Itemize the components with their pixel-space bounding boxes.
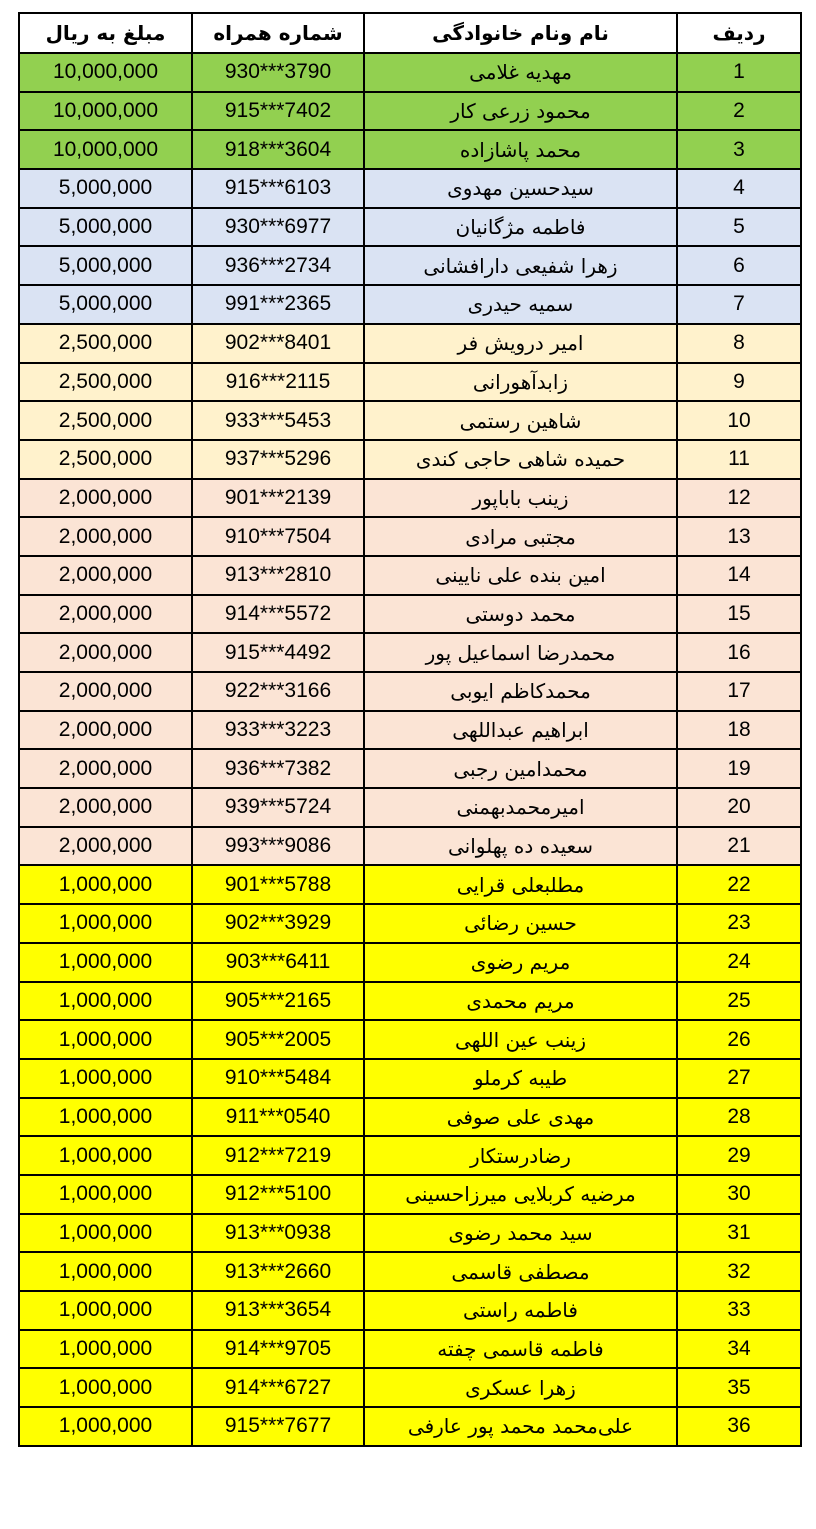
table-row xyxy=(19,749,801,788)
full-name-cell: سیدحسین مهدوی xyxy=(364,169,677,208)
mobile-number-cell: 911***0540 xyxy=(192,1098,364,1137)
row-number-cell: 16 xyxy=(677,633,801,672)
row-number-cell: 25 xyxy=(677,982,801,1021)
amount-cell: 1,000,000 xyxy=(19,1175,192,1214)
mobile-number-cell: 910***5484 xyxy=(192,1059,364,1098)
table-row xyxy=(19,517,801,556)
table-row xyxy=(19,711,801,750)
full-name-cell: محمد دوستی xyxy=(364,595,677,634)
amount-cell: 2,000,000 xyxy=(19,788,192,827)
amount-cell: 2,000,000 xyxy=(19,595,192,634)
table-row xyxy=(19,1136,801,1175)
row-number-cell: 18 xyxy=(677,711,801,750)
mobile-number-cell: 912***5100 xyxy=(192,1175,364,1214)
header-amount-rial: مبلغ به ریال xyxy=(19,13,192,53)
mobile-number-cell: 930***6977 xyxy=(192,208,364,247)
amount-cell: 2,000,000 xyxy=(19,633,192,672)
table-row xyxy=(19,1214,801,1253)
mobile-number-cell: 915***7402 xyxy=(192,92,364,131)
mobile-number-cell: 913***2660 xyxy=(192,1252,364,1291)
amount-cell: 5,000,000 xyxy=(19,246,192,285)
row-number-cell: 31 xyxy=(677,1214,801,1253)
table-body xyxy=(19,53,801,1446)
full-name-cell: فاطمه قاسمی چفته xyxy=(364,1330,677,1369)
amount-cell: 1,000,000 xyxy=(19,865,192,904)
amount-cell: 5,000,000 xyxy=(19,169,192,208)
amount-cell: 5,000,000 xyxy=(19,285,192,324)
table-row xyxy=(19,1175,801,1214)
mobile-number-cell: 933***5453 xyxy=(192,401,364,440)
row-number-cell: 3 xyxy=(677,130,801,169)
full-name-cell: محمدامین رجبی xyxy=(364,749,677,788)
row-number-cell: 35 xyxy=(677,1368,801,1407)
mobile-number-cell: 937***5296 xyxy=(192,440,364,479)
amount-cell: 1,000,000 xyxy=(19,1098,192,1137)
row-number-cell: 9 xyxy=(677,363,801,402)
full-name-cell: سید محمد رضوی xyxy=(364,1214,677,1253)
amount-cell: 2,000,000 xyxy=(19,556,192,595)
row-number-cell: 11 xyxy=(677,440,801,479)
mobile-number-cell: 933***3223 xyxy=(192,711,364,750)
full-name-cell: امیرمحمدبهمنی xyxy=(364,788,677,827)
table-row xyxy=(19,246,801,285)
row-number-cell: 21 xyxy=(677,827,801,866)
amount-cell: 10,000,000 xyxy=(19,92,192,131)
table-row xyxy=(19,1291,801,1330)
table-row xyxy=(19,672,801,711)
full-name-cell: علی‌محمد محمد پور عارفی xyxy=(364,1407,677,1446)
row-number-cell: 24 xyxy=(677,943,801,982)
row-number-cell: 36 xyxy=(677,1407,801,1446)
row-number-cell: 22 xyxy=(677,865,801,904)
mobile-number-cell: 902***8401 xyxy=(192,324,364,363)
mobile-number-cell: 916***2115 xyxy=(192,363,364,402)
table-row xyxy=(19,982,801,1021)
mobile-number-cell: 936***7382 xyxy=(192,749,364,788)
amount-cell: 1,000,000 xyxy=(19,943,192,982)
table-row xyxy=(19,324,801,363)
mobile-number-cell: 901***2139 xyxy=(192,479,364,518)
mobile-number-cell: 914***6727 xyxy=(192,1368,364,1407)
table-row xyxy=(19,1020,801,1059)
full-name-cell: شاهین رستمی xyxy=(364,401,677,440)
table-row xyxy=(19,1368,801,1407)
mobile-number-cell: 905***2005 xyxy=(192,1020,364,1059)
full-name-cell: حمیده شاهی حاجی کندی xyxy=(364,440,677,479)
table-row xyxy=(19,53,801,92)
mobile-number-cell: 915***4492 xyxy=(192,633,364,672)
amount-cell: 2,000,000 xyxy=(19,749,192,788)
full-name-cell: امین بنده علی نایینی xyxy=(364,556,677,595)
table-row xyxy=(19,1407,801,1446)
table-row xyxy=(19,1252,801,1291)
table-row xyxy=(19,595,801,634)
row-number-cell: 23 xyxy=(677,904,801,943)
full-name-cell: محمود زرعی کار xyxy=(364,92,677,131)
amount-cell: 2,000,000 xyxy=(19,479,192,518)
amount-cell: 2,000,000 xyxy=(19,517,192,556)
table-row xyxy=(19,285,801,324)
amount-cell: 1,000,000 xyxy=(19,1291,192,1330)
full-name-cell: مهدیه غلامی xyxy=(364,53,677,92)
row-number-cell: 30 xyxy=(677,1175,801,1214)
mobile-number-cell: 914***5572 xyxy=(192,595,364,634)
amount-cell: 1,000,000 xyxy=(19,1020,192,1059)
row-number-cell: 4 xyxy=(677,169,801,208)
amount-cell: 2,000,000 xyxy=(19,672,192,711)
row-number-cell: 14 xyxy=(677,556,801,595)
mobile-number-cell: 915***7677 xyxy=(192,1407,364,1446)
mobile-number-cell: 991***2365 xyxy=(192,285,364,324)
table-row xyxy=(19,208,801,247)
mobile-number-cell: 910***7504 xyxy=(192,517,364,556)
full-name-cell: مریم محمدی xyxy=(364,982,677,1021)
amount-cell: 1,000,000 xyxy=(19,1407,192,1446)
full-name-cell: فاطمه مژگانیان xyxy=(364,208,677,247)
table-row xyxy=(19,363,801,402)
mobile-number-cell: 902***3929 xyxy=(192,904,364,943)
amount-cell: 2,500,000 xyxy=(19,363,192,402)
mobile-number-cell: 905***2165 xyxy=(192,982,364,1021)
full-name-cell: محمدرضا اسماعیل پور xyxy=(364,633,677,672)
row-number-cell: 27 xyxy=(677,1059,801,1098)
row-number-cell: 12 xyxy=(677,479,801,518)
row-number-cell: 5 xyxy=(677,208,801,247)
amount-cell: 1,000,000 xyxy=(19,1368,192,1407)
full-name-cell: سمیه حیدری xyxy=(364,285,677,324)
full-name-cell: زهرا عسکری xyxy=(364,1368,677,1407)
full-name-cell: ابراهیم عبداللهی xyxy=(364,711,677,750)
header-row-number: ردیف xyxy=(677,13,801,53)
mobile-number-cell: 918***3604 xyxy=(192,130,364,169)
table-row xyxy=(19,865,801,904)
winners-table-container xyxy=(18,12,800,1447)
table-header-row xyxy=(19,13,801,53)
row-number-cell: 15 xyxy=(677,595,801,634)
amount-cell: 1,000,000 xyxy=(19,1330,192,1369)
row-number-cell: 13 xyxy=(677,517,801,556)
full-name-cell: زابدآهورانی xyxy=(364,363,677,402)
table-row xyxy=(19,169,801,208)
row-number-cell: 2 xyxy=(677,92,801,131)
mobile-number-cell: 913***2810 xyxy=(192,556,364,595)
amount-cell: 2,500,000 xyxy=(19,324,192,363)
full-name-cell: مصطفی قاسمی xyxy=(364,1252,677,1291)
full-name-cell: مطلبعلی قرایی xyxy=(364,865,677,904)
amount-cell: 1,000,000 xyxy=(19,982,192,1021)
full-name-cell: زینب باباپور xyxy=(364,479,677,518)
row-number-cell: 19 xyxy=(677,749,801,788)
row-number-cell: 17 xyxy=(677,672,801,711)
table-row xyxy=(19,556,801,595)
amount-cell: 1,000,000 xyxy=(19,1252,192,1291)
full-name-cell: محمد پاشازاده xyxy=(364,130,677,169)
mobile-number-cell: 939***5724 xyxy=(192,788,364,827)
mobile-number-cell: 913***3654 xyxy=(192,1291,364,1330)
header-full-name: نام ونام خانوادگی xyxy=(364,13,677,53)
amount-cell: 1,000,000 xyxy=(19,904,192,943)
full-name-cell: مرضیه کربلایی میرزاحسینی xyxy=(364,1175,677,1214)
full-name-cell: مجتبی مرادی xyxy=(364,517,677,556)
full-name-cell: رضادرستکار xyxy=(364,1136,677,1175)
full-name-cell: محمدکاظم ایوبی xyxy=(364,672,677,711)
full-name-cell: طیبه کرملو xyxy=(364,1059,677,1098)
full-name-cell: سعیده ده پهلوانی xyxy=(364,827,677,866)
full-name-cell: مریم رضوی xyxy=(364,943,677,982)
table-row xyxy=(19,401,801,440)
table-row xyxy=(19,633,801,672)
amount-cell: 10,000,000 xyxy=(19,130,192,169)
amount-cell: 1,000,000 xyxy=(19,1136,192,1175)
full-name-cell: زینب عین اللهی xyxy=(364,1020,677,1059)
table-row xyxy=(19,943,801,982)
row-number-cell: 10 xyxy=(677,401,801,440)
row-number-cell: 34 xyxy=(677,1330,801,1369)
amount-cell: 2,500,000 xyxy=(19,440,192,479)
winners-table xyxy=(18,12,802,1447)
header-mobile-number: شماره همراه xyxy=(192,13,364,53)
full-name-cell: حسین رضائی xyxy=(364,904,677,943)
full-name-cell: مهدی علی صوفی xyxy=(364,1098,677,1137)
table-row xyxy=(19,92,801,131)
row-number-cell: 28 xyxy=(677,1098,801,1137)
mobile-number-cell: 915***6103 xyxy=(192,169,364,208)
mobile-number-cell: 936***2734 xyxy=(192,246,364,285)
row-number-cell: 7 xyxy=(677,285,801,324)
mobile-number-cell: 903***6411 xyxy=(192,943,364,982)
mobile-number-cell: 922***3166 xyxy=(192,672,364,711)
mobile-number-cell: 913***0938 xyxy=(192,1214,364,1253)
table-row xyxy=(19,1098,801,1137)
amount-cell: 10,000,000 xyxy=(19,53,192,92)
full-name-cell: زهرا شفیعی دارافشانی xyxy=(364,246,677,285)
amount-cell: 1,000,000 xyxy=(19,1214,192,1253)
amount-cell: 2,000,000 xyxy=(19,711,192,750)
amount-cell: 1,000,000 xyxy=(19,1059,192,1098)
amount-cell: 5,000,000 xyxy=(19,208,192,247)
table-row xyxy=(19,904,801,943)
table-row xyxy=(19,440,801,479)
table-row xyxy=(19,827,801,866)
table-row xyxy=(19,788,801,827)
full-name-cell: امیر درویش فر xyxy=(364,324,677,363)
row-number-cell: 20 xyxy=(677,788,801,827)
row-number-cell: 32 xyxy=(677,1252,801,1291)
mobile-number-cell: 914***9705 xyxy=(192,1330,364,1369)
table-row xyxy=(19,1059,801,1098)
row-number-cell: 29 xyxy=(677,1136,801,1175)
full-name-cell: فاطمه راستی xyxy=(364,1291,677,1330)
row-number-cell: 1 xyxy=(677,53,801,92)
table-row xyxy=(19,1330,801,1369)
row-number-cell: 33 xyxy=(677,1291,801,1330)
mobile-number-cell: 912***7219 xyxy=(192,1136,364,1175)
table-row xyxy=(19,479,801,518)
amount-cell: 2,000,000 xyxy=(19,827,192,866)
mobile-number-cell: 993***9086 xyxy=(192,827,364,866)
row-number-cell: 6 xyxy=(677,246,801,285)
row-number-cell: 26 xyxy=(677,1020,801,1059)
table-row xyxy=(19,130,801,169)
mobile-number-cell: 901***5788 xyxy=(192,865,364,904)
mobile-number-cell: 930***3790 xyxy=(192,53,364,92)
row-number-cell: 8 xyxy=(677,324,801,363)
amount-cell: 2,500,000 xyxy=(19,401,192,440)
